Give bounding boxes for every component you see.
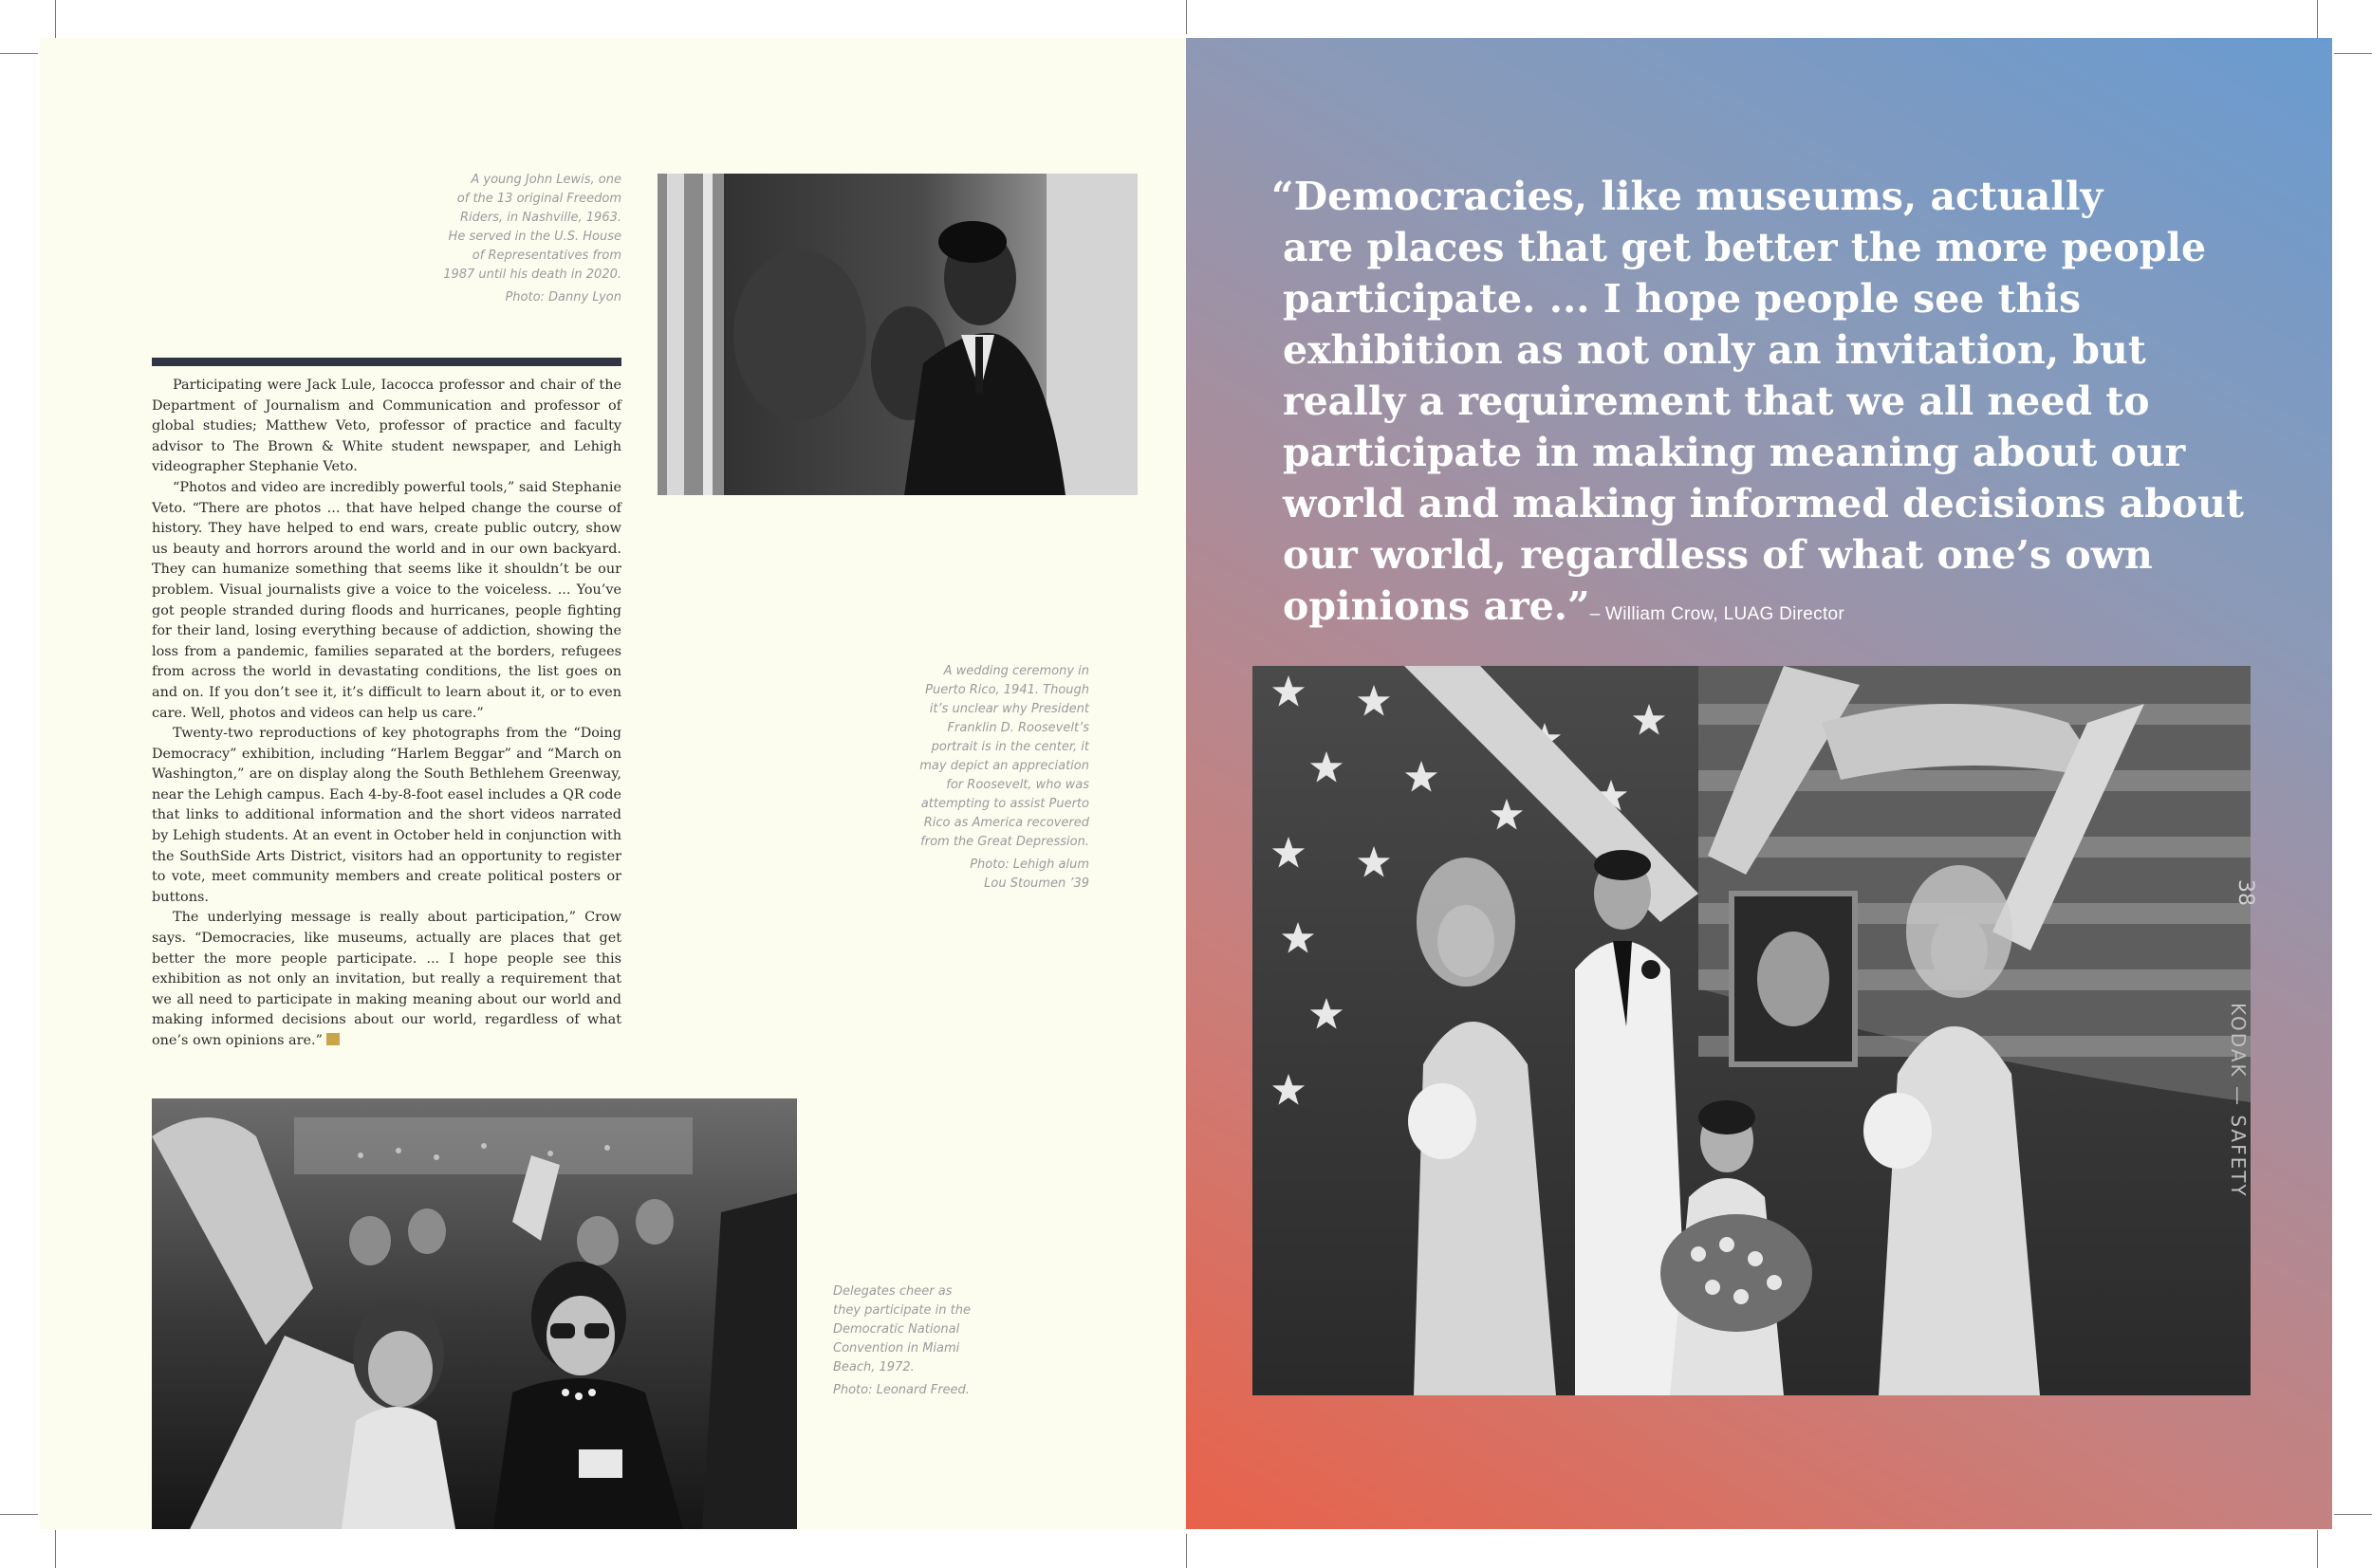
quote-line: are places that get better the more people	[1283, 225, 2207, 270]
delegates-photo-caption	[833, 1282, 994, 1400]
wedding-photo	[1252, 666, 2257, 1395]
quote-attribution: – William Crow, LUAG Director	[1589, 604, 1845, 624]
caption-line: Rico as America recovered	[923, 816, 1089, 830]
film-edge-mark: KODAK — SAFETY	[2227, 1003, 2250, 1198]
caption-line: of Representatives from	[472, 249, 621, 263]
caption-line: of the 13 original Freedom	[456, 192, 621, 206]
delegates-photo	[152, 1098, 797, 1529]
photo-credit: Photo: Leonard Freed.	[833, 1383, 970, 1397]
crop-mark	[55, 1530, 56, 1568]
body-paragraph: Twenty-two reproductions of key photographs from the “Doing Democracy” exhibition, including “Harlem Beggar” and “March on Washington,” are on display along the South Bethlehem Greenway, near the Lehigh campus. Each 4-by-8-foot easel includes a QR code that links to additional information and the short videos narrated by Lehigh students. At an event in October held in conjunction with the SouthSide Arts District, visitors had an opportunity to register to vote, meet community members and create political posters or buttons.	[152, 726, 621, 905]
body-paragraph	[152, 908, 621, 1051]
john-lewis-photo	[658, 174, 1138, 495]
film-number-mark: 38	[2233, 879, 2257, 906]
quote-line-text: opinions are.”	[1283, 583, 1590, 629]
quote-line: world and making informed decisions about	[1283, 481, 2244, 526]
caption-line: they participate in the	[833, 1303, 971, 1318]
caption-line: 1987 until his death in 2020.	[443, 267, 621, 282]
crop-mark	[0, 53, 38, 54]
caption-line: from the Great Depression.	[920, 835, 1089, 849]
caption-line: for Roosevelt, who was	[946, 778, 1089, 792]
caption-line: Democratic National	[833, 1322, 960, 1337]
photo-credit: Photo: Danny Lyon	[505, 290, 621, 304]
quote-line: participate. ... I hope people see this	[1283, 276, 2082, 322]
caption-line: Delegates cheer as	[833, 1284, 953, 1299]
wedding-photo-caption	[892, 662, 1089, 894]
lewis-photo-caption	[417, 171, 621, 307]
caption-line: it’s unclear why President	[929, 702, 1089, 716]
crop-mark	[0, 1514, 38, 1515]
pull-quote	[1271, 171, 2244, 640]
crop-mark	[2317, 1530, 2318, 1568]
body-paragraph: “Photos and video are incredibly powerful tools,” said Stephanie Veto. “There are photos ... that have helped change the course of history. They have helped to end wars, create public outcry, show us beauty and horrors around the world and in our own backyard. They can humanize something that seems like it shouldn’t be our problem. Visual journalists give a voice to the voiceless. ... You’ve got people stranded during floods and hurricanes, people fighting for their land, losing everything because of addiction, showing the loss from a pandemic, families separated at the borders, refugees from across the world in devastating conditions, the list goes on and on. If you don’t see it, it’s difficult to learn about it, or to even care. Well, photos and videos can help us care.”	[152, 479, 621, 721]
quote-line: really a requirement that we all need to	[1283, 378, 2150, 424]
caption-line: attempting to assist Puerto	[920, 797, 1089, 811]
quote-line: “Democracies, like museums, actually	[1271, 174, 2103, 219]
quote-line: exhibition as not only an invitation, but	[1283, 327, 2146, 373]
body-paragraph-text: The underlying message is really about participation,” Crow says. “Democracies, like museums, actually are places that get better the more people participate. ... I hope people see this exhibition as not only an invitation, but really a requirement that we all need to participate in making meaning about our world and making informed decisions about our world, regardless of what one’s own opinions are.”	[152, 910, 621, 1048]
crop-mark	[1186, 1534, 1187, 1568]
caption-line: portrait is in the center, it	[931, 740, 1089, 754]
crop-mark	[2317, 0, 2318, 38]
caption-line: Convention in Miami	[833, 1341, 960, 1356]
photo-credit: Photo: Lehigh alum	[970, 858, 1089, 872]
caption-line: Puerto Rico, 1941. Though	[925, 683, 1089, 697]
crop-mark	[1186, 0, 1187, 34]
quote-line: participate in making meaning about our	[1283, 430, 2186, 475]
quote-line: our world, regardless of what one’s own	[1283, 532, 2153, 578]
caption-line: Riders, in Nashville, 1963.	[460, 211, 621, 225]
caption-line: may depict an appreciation	[919, 759, 1089, 773]
caption-line: He served in the U.S. House	[448, 230, 621, 244]
caption-line: A young John Lewis, one	[471, 173, 621, 187]
section-rule	[152, 358, 621, 366]
crop-mark	[55, 0, 56, 38]
crop-mark	[2334, 1514, 2372, 1515]
photo-credit: Lou Stoumen ’39	[984, 876, 1089, 891]
end-of-story-mark	[326, 1033, 340, 1045]
caption-line: Franklin D. Roosevelt’s	[947, 721, 1089, 735]
article-body	[152, 376, 621, 1052]
caption-line: Beach, 1972.	[833, 1360, 915, 1374]
body-paragraph: Participating were Jack Lule, Iacocca professor and chair of the Department of Journalism and Communication and professor of global studies; Matthew Veto, professor of practice and faculty advisor to The Brown & White student newspaper, and Lehigh videographer Stephanie Veto.	[152, 378, 621, 475]
caption-line: A wedding ceremony in	[943, 664, 1089, 678]
quote-line	[1271, 581, 2125, 640]
crop-mark	[2334, 53, 2372, 54]
